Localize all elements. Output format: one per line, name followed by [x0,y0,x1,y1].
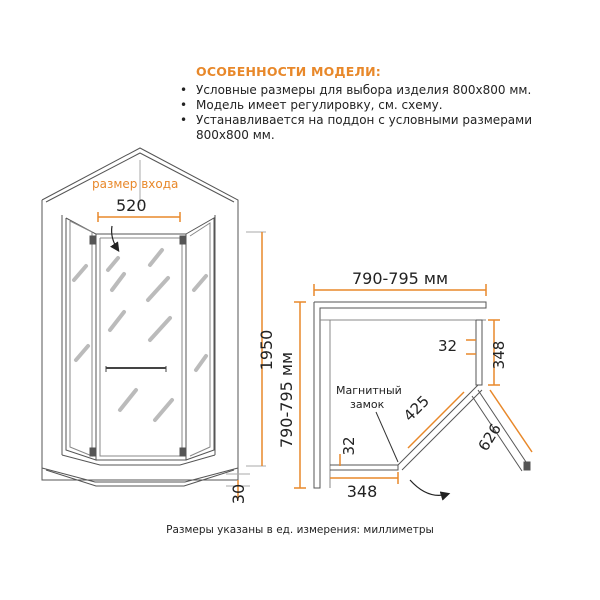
features-title: ОСОБЕННОСТИ МОДЕЛИ: [196,64,381,79]
height-dimension [226,232,276,504]
dim-348-right: 348 [490,340,508,370]
dim-626: 626 [474,420,505,455]
top-view-dimensions [277,269,532,501]
dim-425: 425 [399,391,433,425]
side-depth-value: 790-795 мм [277,351,296,449]
base-height-value: 30 [229,483,248,505]
feature-item: • Условные размеры для выбора изделия 800x800 мм. [196,83,586,98]
dim-348-bottom: 348 [346,482,378,501]
feature-item: • Устанавливается на поддон с условными размерами 800x800 мм. [196,113,586,143]
footnote: Размеры указаны в ед. измерения: миллиметры [166,524,434,536]
entry-dimension [92,177,180,250]
entry-width-value: 520 [116,196,147,215]
magnet-label-line1: Магнитный [336,384,402,397]
dim-32-right: 32 [438,337,458,355]
height-value: 1950 [257,329,276,371]
glass-doors [66,218,214,460]
feature-item: • Модель имеет регулировку, см. схему. [196,98,586,113]
overall-width-value: 790-795 мм [351,269,449,288]
magnet-label-line2: замок [350,398,385,411]
entry-label: размер входа [92,177,179,191]
dim-32-left: 32 [340,436,358,456]
door-open-arrow [410,480,448,495]
